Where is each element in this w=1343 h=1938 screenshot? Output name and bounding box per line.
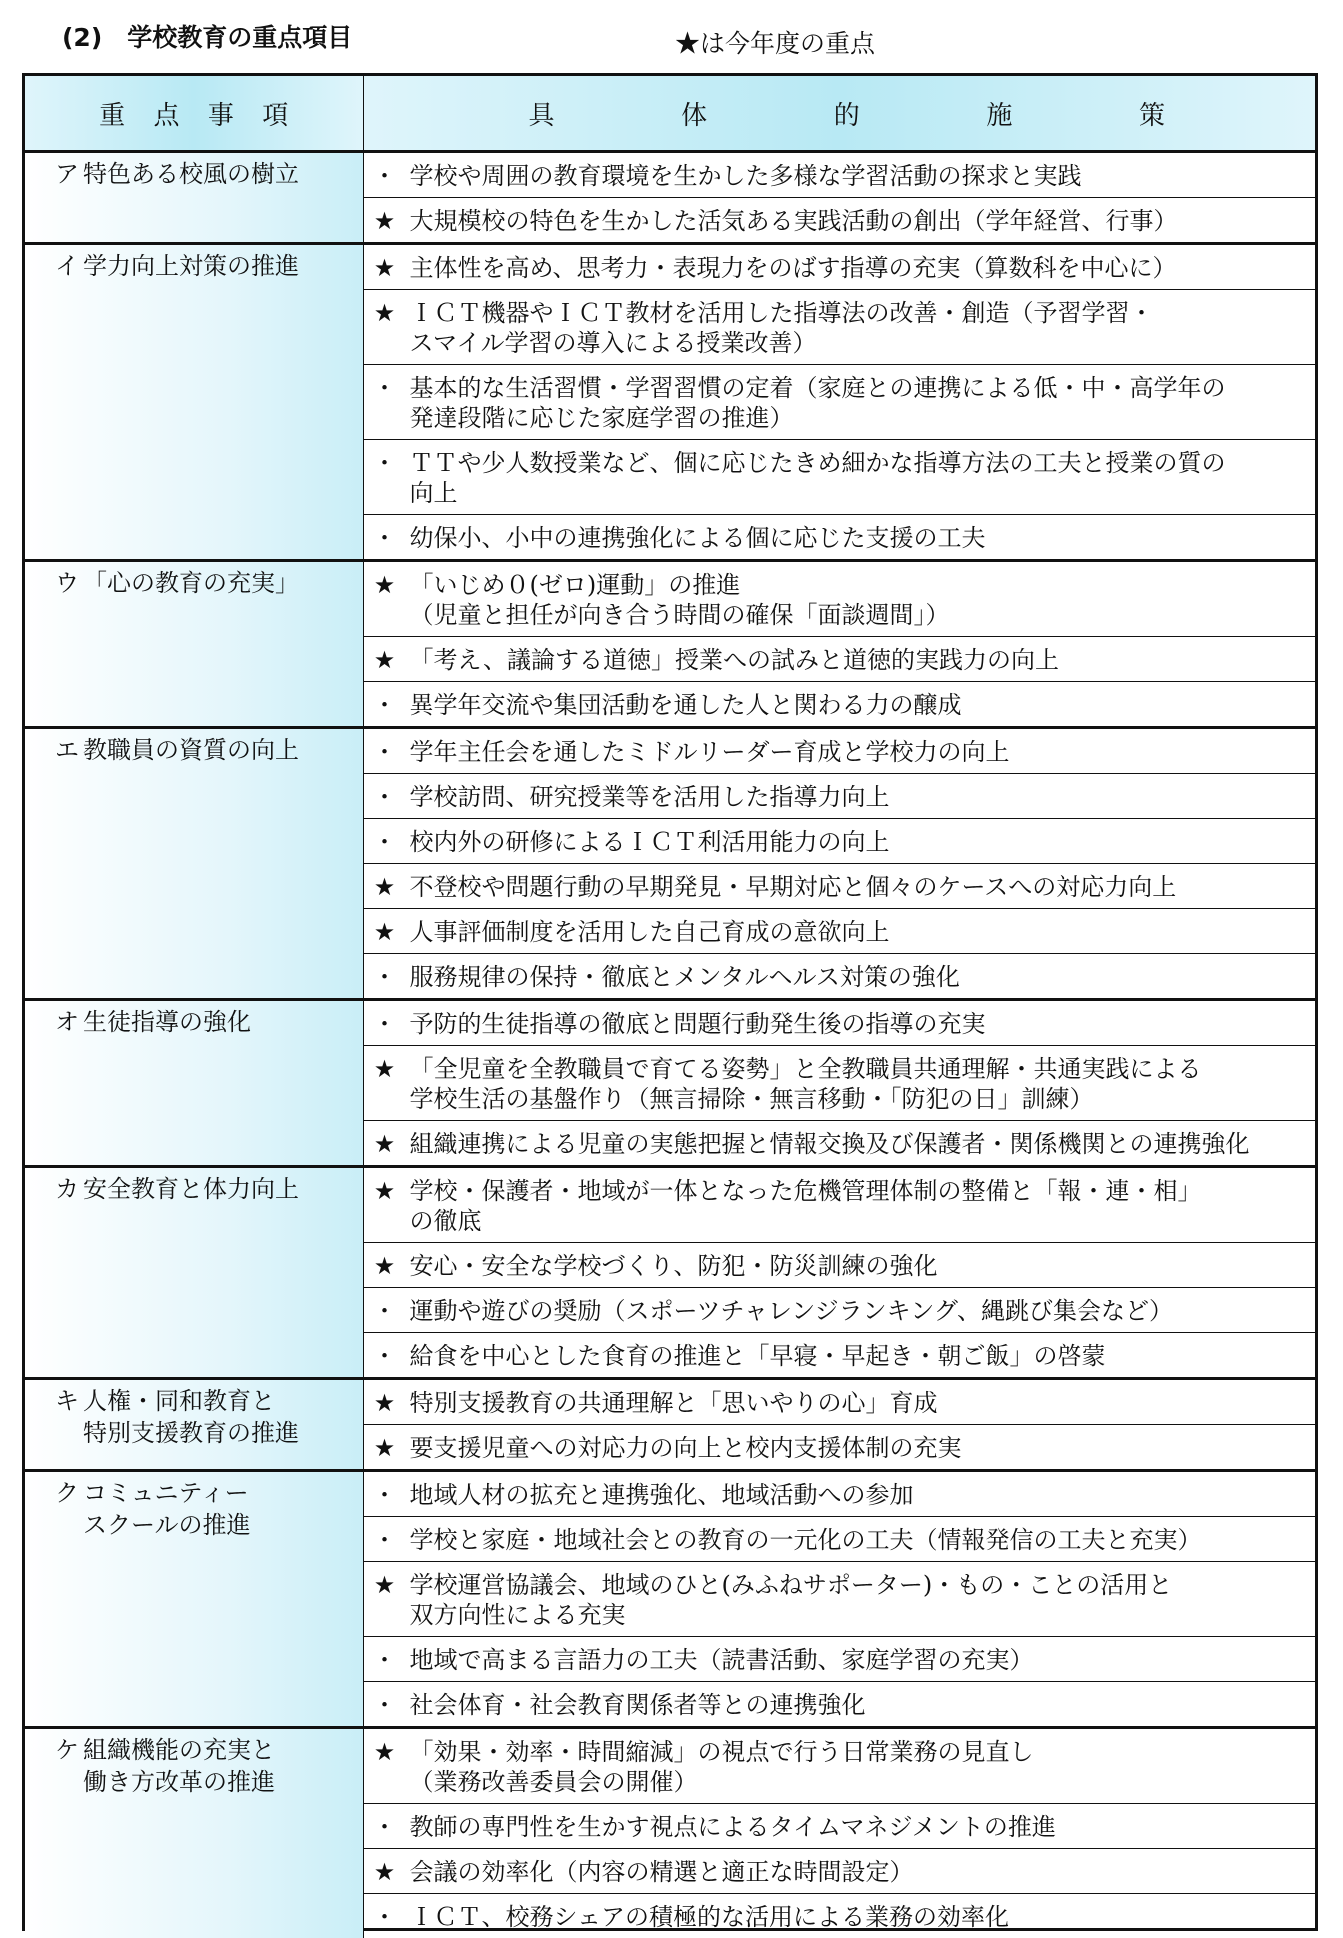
bullet-icon: ・ [364, 1009, 406, 1039]
measure-text: 大規模校の特色を生かした活気ある実践活動の創出（学年経営、行事） [406, 206, 1312, 236]
header-char: 具 [529, 95, 555, 132]
category-cell [25, 152, 363, 244]
measure-cell [363, 1243, 1315, 1288]
measure-text: 「考え、議論する道徳」授業への試みと道徳的実践力の向上 [406, 645, 1312, 675]
measure-cell [363, 1046, 1315, 1121]
star-icon: ★ [364, 917, 406, 947]
measure-cell [363, 637, 1315, 682]
measure-item [364, 872, 1312, 902]
bullet-icon: ・ [364, 1902, 406, 1932]
star-icon: ★ [364, 1570, 406, 1630]
measure-cell [363, 1804, 1315, 1849]
category-letter: カ [29, 1173, 83, 1205]
table-row [25, 1379, 1315, 1425]
measure-item [364, 523, 1312, 553]
measure-item [364, 1129, 1312, 1159]
bullet-icon: ・ [364, 1296, 406, 1326]
measure-cell [363, 1167, 1315, 1243]
measure-cell [363, 1894, 1315, 1938]
measure-text: 社会体育・社会教育関係者等との連携強化 [406, 1690, 1312, 1720]
bullet-icon: ・ [364, 523, 406, 553]
measure-cell [363, 440, 1315, 515]
bullet-icon: ・ [364, 827, 406, 857]
measure-cell [363, 954, 1315, 1000]
measure-item [364, 1176, 1312, 1236]
header-char: 策 [1139, 95, 1165, 132]
measure-item [364, 1690, 1312, 1720]
measure-item [364, 782, 1312, 812]
measure-cell [363, 1517, 1315, 1562]
category-label [29, 567, 359, 599]
measure-item [364, 1009, 1312, 1039]
bullet-icon: ・ [364, 373, 406, 433]
measure-item [364, 645, 1312, 675]
measure-cell [363, 515, 1315, 561]
page-heading: (2) 学校教育の重点項目 [62, 18, 352, 54]
measure-cell [363, 1728, 1315, 1804]
measure-cell [363, 1682, 1315, 1728]
measure-text: 要支援児童への対応力の向上と校内支援体制の充実 [406, 1433, 1312, 1463]
measure-text: 学校と家庭・地域社会との教育の一元化の工夫（情報発信の工夫と充実） [406, 1525, 1312, 1555]
measure-cell [363, 1425, 1315, 1471]
measure-text: 会議の効率化（内容の精選と適正な時間設定） [406, 1857, 1312, 1887]
measure-item [364, 1296, 1312, 1326]
measure-cell [363, 1471, 1315, 1517]
measure-item [364, 1812, 1312, 1842]
bullet-icon: ・ [364, 161, 406, 191]
star-icon: ★ [364, 872, 406, 902]
category-letter: ク [29, 1477, 83, 1541]
measure-text: 予防的生徒指導の徹底と問題行動発生後の指導の充実 [406, 1009, 1312, 1039]
measure-cell [363, 682, 1315, 728]
measure-text: 不登校や問題行動の早期発見・早期対応と個々のケースへの対応力向上 [406, 872, 1312, 902]
table-row [25, 1728, 1315, 1804]
category-title: 安全教育と体力向上 [83, 1173, 359, 1205]
measure-item [364, 570, 1312, 630]
bullet-icon: ・ [364, 1645, 406, 1675]
star-icon: ★ [364, 570, 406, 630]
header-char: 施 [986, 95, 1012, 132]
measure-text: 学校訪問、研究授業等を活用した指導力向上 [406, 782, 1312, 812]
star-icon: ★ [364, 298, 406, 358]
table-row [25, 561, 1315, 637]
measure-text: 運動や遊びの奨励（スポーツチャレンジランキング、縄跳び集会など） [406, 1296, 1312, 1326]
category-title: コミュニティー スクールの推進 [83, 1477, 359, 1541]
category-title: 人権・同和教育と 特別支援教育の推進 [83, 1385, 359, 1449]
star-icon: ★ [364, 1129, 406, 1159]
priority-table [25, 76, 1315, 1938]
category-title: 特色ある校風の樹立 [83, 158, 359, 190]
measure-cell [363, 864, 1315, 909]
measure-cell [363, 728, 1315, 774]
bullet-icon: ・ [364, 1480, 406, 1510]
measure-text: 組織連携による児童の実態把握と情報交換及び保護者・関係機関との連携強化 [406, 1129, 1312, 1159]
star-icon: ★ [364, 206, 406, 236]
measure-text: 安心・安全な学校づくり、防犯・防災訓練の強化 [406, 1251, 1312, 1281]
header-char: 点 [154, 95, 180, 132]
star-icon: ★ [364, 253, 406, 283]
category-title: 組織機能の充実と 働き方改革の推進 [83, 1734, 359, 1798]
star-icon: ★ [364, 1251, 406, 1281]
category-label [29, 1385, 359, 1449]
measure-cell [363, 152, 1315, 198]
measure-text: 地域で高まる言語力の工夫（読書活動、家庭学習の充実） [406, 1645, 1312, 1675]
measure-cell [363, 774, 1315, 819]
measure-text: 主体性を高め、思考力・表現力をのばす指導の充実（算数科を中心に） [406, 253, 1312, 283]
category-letter: オ [29, 1006, 83, 1038]
measure-item [364, 206, 1312, 236]
measure-cell [363, 1288, 1315, 1333]
table-row [25, 152, 1315, 198]
measure-item [364, 1902, 1312, 1932]
measure-item [364, 1525, 1312, 1555]
category-cell [25, 728, 363, 1000]
measure-text: ＴＴや少人数授業など、個に応じたきめ細かな指導方法の工夫と授業の質の 向上 [406, 448, 1312, 508]
bullet-icon: ・ [364, 1812, 406, 1842]
measure-cell [363, 1562, 1315, 1637]
category-title: 教職員の資質の向上 [83, 734, 359, 766]
category-label [29, 1006, 359, 1038]
measure-text: 異学年交流や集団活動を通した人と関わる力の醸成 [406, 690, 1312, 720]
category-cell [25, 1728, 363, 1938]
table-row [25, 728, 1315, 774]
measure-text: 特別支援教育の共通理解と「思いやりの心」育成 [406, 1388, 1312, 1418]
header-concrete-measures [363, 76, 1315, 152]
measure-cell [363, 365, 1315, 440]
star-icon: ★ [364, 1054, 406, 1114]
measure-text: 幼保小、小中の連携強化による個に応じた支援の工夫 [406, 523, 1312, 553]
measure-item [364, 962, 1312, 992]
category-cell [25, 1471, 363, 1728]
measure-item [364, 827, 1312, 857]
measure-text: 基本的な生活習慣・学習習慣の定着（家庭との連携による低・中・高学年の 発達段階に応じた家庭学習の推進） [406, 373, 1312, 433]
measure-text: 「いじめ０(ゼロ)運動」の推進 （児童と担任が向き合う時間の確保「面談週間」） [406, 570, 1312, 630]
measure-text: 校内外の研修によるＩＣＴ利活用能力の向上 [406, 827, 1312, 857]
category-label [29, 1734, 359, 1798]
measure-cell [363, 1121, 1315, 1167]
category-cell [25, 1167, 363, 1379]
measure-item [364, 253, 1312, 283]
category-letter: ウ [29, 567, 83, 599]
measure-item [364, 448, 1312, 508]
category-cell [25, 244, 363, 561]
category-cell [25, 561, 363, 728]
measure-item [364, 161, 1312, 191]
table-row [25, 1167, 1315, 1243]
measure-text: 服務規律の保持・徹底とメンタルヘルス対策の強化 [406, 962, 1312, 992]
measure-cell [363, 1849, 1315, 1894]
header-char: 的 [834, 95, 860, 132]
measure-item [364, 917, 1312, 947]
measure-item [364, 1857, 1312, 1887]
category-cell [25, 1000, 363, 1167]
measure-cell [363, 290, 1315, 365]
measure-item [364, 1388, 1312, 1418]
measure-text: 学校運営協議会、地域のひと(みふねサポーター)・もの・ことの活用と 双方向性による充実 [406, 1570, 1312, 1630]
category-letter: ケ [29, 1734, 83, 1798]
measure-item [364, 1737, 1312, 1797]
measure-item [364, 1054, 1312, 1114]
measure-text: 学校・保護者・地域が一体となった危機管理体制の整備と「報・連・相」 の徹底 [406, 1176, 1312, 1236]
measure-text: ＩＣＴ機器やＩＣＴ教材を活用した指導法の改善・創造（予習学習・ スマイル学習の導入による授業改善） [406, 298, 1312, 358]
measure-text: 地域人材の拡充と連携強化、地域活動への参加 [406, 1480, 1312, 1510]
measure-item [364, 1480, 1312, 1510]
measure-item [364, 298, 1312, 358]
star-icon: ★ [364, 1433, 406, 1463]
measure-item [364, 690, 1312, 720]
measure-cell [363, 244, 1315, 290]
star-icon: ★ [364, 1737, 406, 1797]
bullet-icon: ・ [364, 1690, 406, 1720]
header-char: 体 [681, 95, 707, 132]
category-title: 生徒指導の強化 [83, 1006, 359, 1038]
category-title: 「心の教育の充実」 [83, 567, 359, 599]
category-label [29, 250, 359, 282]
bullet-icon: ・ [364, 690, 406, 720]
legend-note: ★は今年度の重点 [675, 24, 875, 60]
measure-cell [363, 819, 1315, 864]
measure-item [364, 373, 1312, 433]
bullet-icon: ・ [364, 737, 406, 767]
table-row [25, 1471, 1315, 1517]
header-char: 項 [262, 95, 288, 132]
measure-cell [363, 1333, 1315, 1379]
measure-item [364, 1645, 1312, 1675]
measure-cell [363, 198, 1315, 244]
measure-text: ＩＣＴ、校務シェアの積極的な活用による業務の効率化 [406, 1902, 1312, 1932]
header-char: 重 [99, 95, 125, 132]
category-title: 学力向上対策の推進 [83, 250, 359, 282]
category-letter: イ [29, 250, 83, 282]
category-label [29, 1173, 359, 1205]
measure-text: 学年主任会を通したミドルリーダー育成と学校力の向上 [406, 737, 1312, 767]
bullet-icon: ・ [364, 448, 406, 508]
measure-item [364, 737, 1312, 767]
measure-cell [363, 561, 1315, 637]
measure-cell [363, 909, 1315, 954]
header-char: 事 [208, 95, 234, 132]
bullet-icon: ・ [364, 962, 406, 992]
category-letter: エ [29, 734, 83, 766]
star-icon: ★ [364, 645, 406, 675]
star-icon: ★ [364, 1176, 406, 1236]
category-label [29, 158, 359, 190]
bullet-icon: ・ [364, 1341, 406, 1371]
measure-item [364, 1433, 1312, 1463]
measure-text: 給食を中心とした食育の推進と「早寝・早起き・朝ご飯」の啓蒙 [406, 1341, 1312, 1371]
measure-item [364, 1251, 1312, 1281]
category-letter: キ [29, 1385, 83, 1449]
measure-text: 人事評価制度を活用した自己育成の意欲向上 [406, 917, 1312, 947]
header-priority-items [25, 76, 363, 152]
category-label [29, 734, 359, 766]
measure-cell [363, 1379, 1315, 1425]
star-icon: ★ [364, 1388, 406, 1418]
bullet-icon: ・ [364, 782, 406, 812]
measure-cell [363, 1637, 1315, 1682]
measure-text: 「全児童を全教職員で育てる姿勢」と全教職員共通理解・共通実践による 学校生活の基盤作り（無言掃除・無言移動・「防犯の日」訓練） [406, 1054, 1312, 1114]
measure-text: 「効果・効率・時間縮減」の視点で行う日常業務の見直し （業務改善委員会の開催） [406, 1737, 1312, 1797]
measure-item [364, 1341, 1312, 1371]
bullet-icon: ・ [364, 1525, 406, 1555]
measure-item [364, 1570, 1312, 1630]
measure-text: 教師の専門性を生かす視点によるタイムマネジメントの推進 [406, 1812, 1312, 1842]
category-letter: ア [29, 158, 83, 190]
category-label [29, 1477, 359, 1541]
measure-cell [363, 1000, 1315, 1046]
table-row [25, 244, 1315, 290]
star-icon: ★ [364, 1857, 406, 1887]
table-row [25, 1000, 1315, 1046]
measure-text: 学校や周囲の教育環境を生かした多様な学習活動の探求と実践 [406, 161, 1312, 191]
table-header-row [25, 76, 1315, 152]
category-cell [25, 1379, 363, 1471]
